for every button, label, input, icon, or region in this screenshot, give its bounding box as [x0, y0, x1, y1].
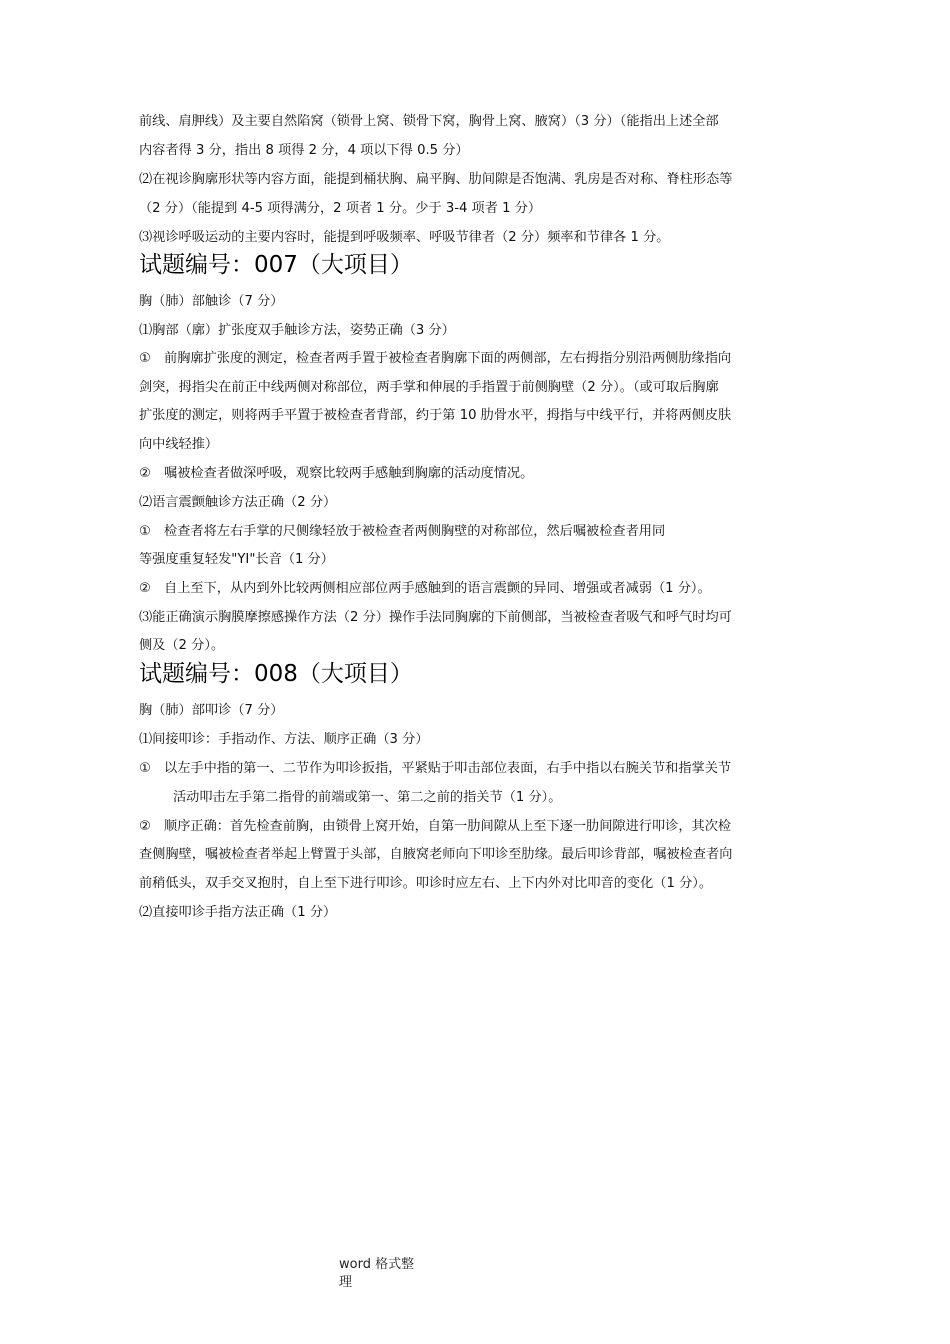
text-line: 活动叩击左手第二指骨的前端或第一、第二之前的指关节（1 分）。	[173, 790, 562, 805]
text-line: ① 前胸廓扩张度的测定，检查者两手置于被检查者胸廓下面的两侧部，左右拇指分别沿两侧肋缘指向	[139, 351, 732, 366]
text-line: 侧及（2 分）。	[139, 638, 225, 653]
text-line: ⑴胸部（廓）扩张度双手触诊方法，姿势正确（3 分）	[139, 323, 455, 338]
text-line: ⑶能正确演示胸膜摩擦感操作方法（2 分）操作手法同胸廓的下前侧部，当被检查者吸气和呼气时均可	[139, 610, 732, 625]
text-line: ① 以左手中指的第一、二节作为叩诊扳指，平紧贴于叩击部位表面，右手中指以右腕关节和指掌关节	[139, 761, 732, 776]
text-line: ⑵语言震颤触诊方法正确（2 分）	[139, 495, 337, 510]
text-line: ⑶视诊呼吸运动的主要内容时，能提到呼吸频率、呼吸节律者（2 分）频率和节律各 1 分。	[139, 230, 670, 245]
text-line: ② 顺序正确：首先检查前胸，由锁骨上窝开始，自第一肋间隙从上至下逐一肋间隙进行叩诊，其次检	[139, 819, 732, 834]
text-line: 扩张度的测定，则将两手平置于被检查者背部，约于第 10 肋骨水平，拇指与中线平行，并将两侧皮肤	[139, 408, 732, 423]
text-line: ② 嘱被检查者做深呼吸，观察比较两手感触到胸廓的活动度情况。	[139, 466, 534, 481]
text-line: ⑴间接叩诊：手指动作、方法、顺序正确（3 分）	[139, 732, 429, 747]
text-line: 胸（肺）部触诊（7 分）	[139, 294, 284, 309]
text-line: 等强度重复轻发"YI"长音（1 分）	[139, 552, 334, 567]
text-line: 向中线轻推）	[139, 437, 219, 452]
text-line: （2 分）（能提到 4-5 项得满分，2 项者 1 分。少于 3-4 项者 1 分）	[139, 201, 542, 216]
text-line: 查侧胸壁，嘱被检查者举起上臂置于头部，自腋窝老师向下叩诊至肋缘。最后叩诊背部，嘱被检查者向	[139, 847, 733, 862]
text-line: 前稍低头，双手交叉抱肘，自上至下进行叩诊。叩诊时应左右、上下内外对比叩音的变化（1 分）。	[139, 876, 713, 891]
text-line: 剑突，拇指尖在前正中线两侧对称部位，两手掌和伸展的手指置于前侧胸壁（2 分）。（或可取后胸廓	[139, 380, 719, 395]
section-heading-008: 试题编号：008（大项目）	[139, 661, 413, 687]
footer-text: word 格式整	[339, 1257, 415, 1272]
footer-text: 理	[339, 1275, 353, 1290]
text-line: 胸（肺）部叩诊（7 分）	[139, 703, 284, 718]
text-line: ⑵在视诊胸廓形状等内容方面，能提到桶状胸、扁平胸、肋间隙是否饱满、乳房是否对称、脊柱形态等	[139, 172, 733, 187]
text-line: 内容者得 3 分，指出 8 项得 2 分，4 项以下得 0.5 分）	[139, 143, 469, 158]
section-heading-007: 试题编号：007（大项目）	[139, 252, 413, 278]
text-line: ② 自上至下，从内到外比较两侧相应部位两手感触到的语言震颤的异同、增强或者减弱（1 分）。	[139, 581, 711, 596]
text-line: ① 检查者将左右手掌的尺侧缘轻放于被检查者两侧胸壁的对称部位，然后嘱被检查者用同	[139, 524, 666, 539]
text-line: 前线、肩胛线）及主要自然陷窝（锁骨上窝、锁骨下窝，胸骨上窝、腋窝）（3 分）（能指出上述全部	[139, 114, 719, 129]
text-line: ⑵直接叩诊手指方法正确（1 分）	[139, 905, 337, 920]
